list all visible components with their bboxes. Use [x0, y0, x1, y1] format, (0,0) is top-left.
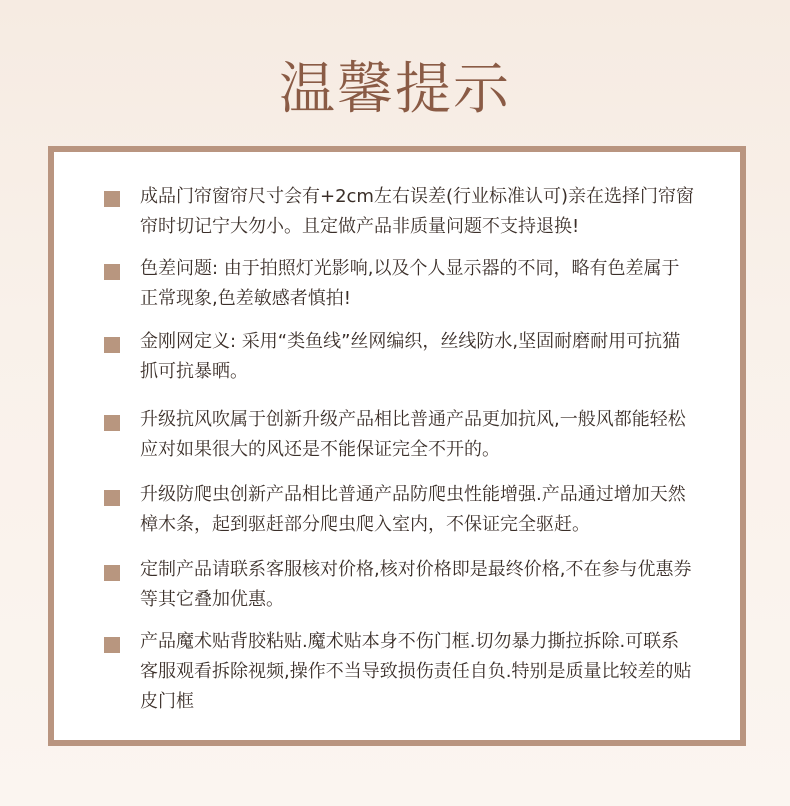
square-bullet-icon	[104, 637, 120, 653]
square-bullet-icon	[104, 264, 120, 280]
square-bullet-icon	[104, 565, 120, 581]
tip-text: 色差问题: 由于拍照灯光影响,以及个人显示器的不同，略有色差属于正常现象,色差敏感者慎拍!	[140, 258, 680, 309]
tip-text: 升级防爬虫创新产品相比普通产品防爬虫性能增强.产品通过增加天然樟木条，起到驱赶部分爬虫爬入室内，不保证完全驱赶。	[140, 484, 686, 535]
square-bullet-icon	[104, 490, 120, 506]
tip-text: 升级抗风吹属于创新升级产品相比普通产品更加抗风,一般风都能轻松应对如果很大的风还是不能保证完全不开的。	[140, 409, 686, 460]
square-bullet-icon	[104, 337, 120, 353]
page-title: 温馨提示	[279, 57, 511, 122]
square-bullet-icon	[104, 191, 120, 207]
tip-text: 产品魔术贴背胶粘贴.魔术贴本身不伤门框.切勿暴力撕拉拆除.可联系客服观看拆除视频,操作不当导致损伤责任自负.特别是质量比较差的贴皮门框	[140, 631, 692, 712]
tip-text: 成品门帘窗帘尺寸会有+2cm左右误差(行业标准认可)亲在选择门帘窗帘时切记宁大勿小。且定做产品非质量问题不支持退换!	[140, 186, 695, 237]
square-bullet-icon	[104, 415, 120, 431]
tip-text: 金刚网定义: 采用“类鱼线”丝网编织，丝线防水,坚固耐磨耐用可抗猫抓可抗暴晒。	[140, 331, 681, 382]
tip-text: 定制产品请联系客服核对价格,核对价格即是最终价格,不在参与优惠券等其它叠加优惠。	[140, 559, 692, 610]
tips-panel	[48, 146, 746, 746]
